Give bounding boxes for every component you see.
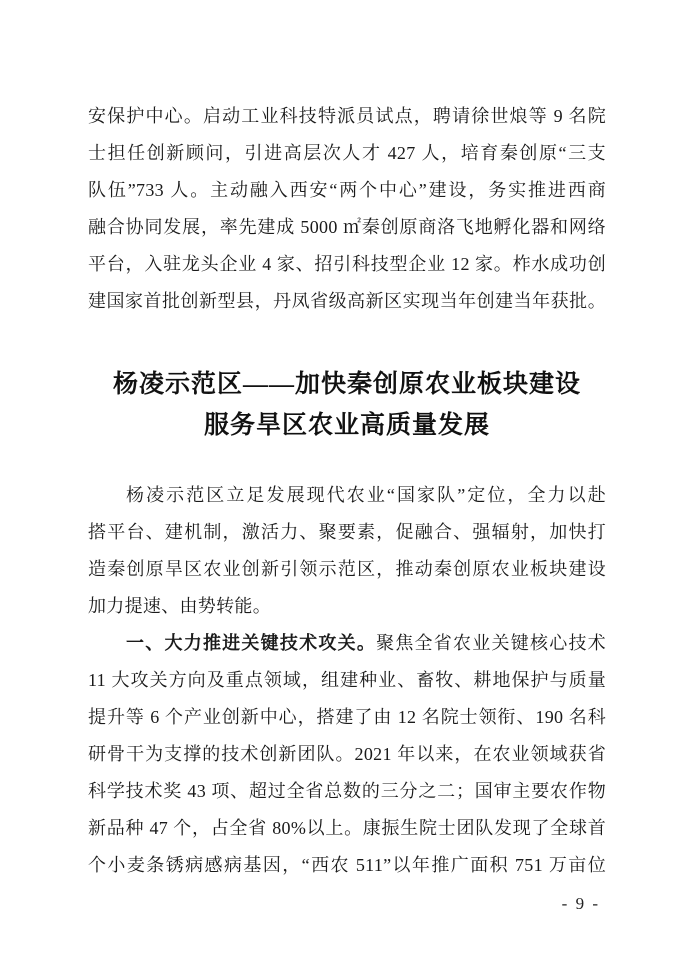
text-line: 建国家首批创新型县，丹凤省级高新区实现当年创建当年获批。 (88, 291, 606, 311)
section-heading (60, 364, 634, 446)
text-line: 融合协同发展，率先建成 5000 ㎡秦创原商洛飞地孵化器和网络 (88, 217, 606, 237)
text-run: 聚焦全省农业关键核心技术 (376, 633, 606, 653)
heading-line-2: 服务旱区农业高质量发展 (203, 412, 490, 439)
text-line: 杨凌示范区立足发展现代农业“国家队”定位，全力以赴 (126, 485, 606, 505)
text-line: 11 大攻关方向及重点领域，组建种业、畜牧、耕地保护与质量 (88, 670, 606, 690)
text-line: 平台，入驻龙头企业 4 家、招引科技型企业 12 家。柞水成功创 (88, 254, 606, 274)
page-number: - 9 - (561, 894, 600, 913)
bold-subhead: 一、大力推进关键技术攻关。 (126, 633, 377, 653)
paragraph-intro (88, 477, 606, 625)
text-line: 研骨干为支撑的技术创新团队。2021 年以来，在农业领域获省 (88, 744, 606, 764)
paragraph-item-one (88, 625, 606, 884)
text-line: 提升等 6 个产业创新中心，搭建了由 12 名院士领衔、190 名科 (88, 707, 606, 727)
text-line: 加力提速、由势转能。 (88, 596, 271, 616)
text-line: 造秦创原旱区农业创新引领示范区，推动秦创原农业板块建设 (88, 559, 606, 579)
text-line: 个小麦条锈病感病基因，“西农 511”以年推广面积 751 万亩位 (88, 855, 606, 875)
text-line: 士担任创新顾问，引进高层次人才 427 人，培育秦创原“三支 (88, 143, 606, 163)
text-line: 科学技术奖 43 项、超过全省总数的三分之二；国审主要农作物 (88, 781, 606, 801)
paragraph-continued (88, 98, 606, 320)
text-line: 新品种 47 个，占全省 80%以上。康振生院士团队发现了全球首 (88, 818, 606, 838)
text-line: 搭平台、建机制，激活力、聚要素，促融合、强辐射，加快打 (88, 522, 606, 542)
text-line: 队伍”733 人。主动融入西安“两个中心”建设，务实推进西商 (88, 180, 606, 200)
heading-line-1: 杨凌示范区——加快秦创原农业板块建设 (112, 371, 581, 398)
text-line: 安保护中心。启动工业科技特派员试点，聘请徐世烺等 9 名院 (88, 106, 606, 126)
text-line (88, 625, 606, 662)
